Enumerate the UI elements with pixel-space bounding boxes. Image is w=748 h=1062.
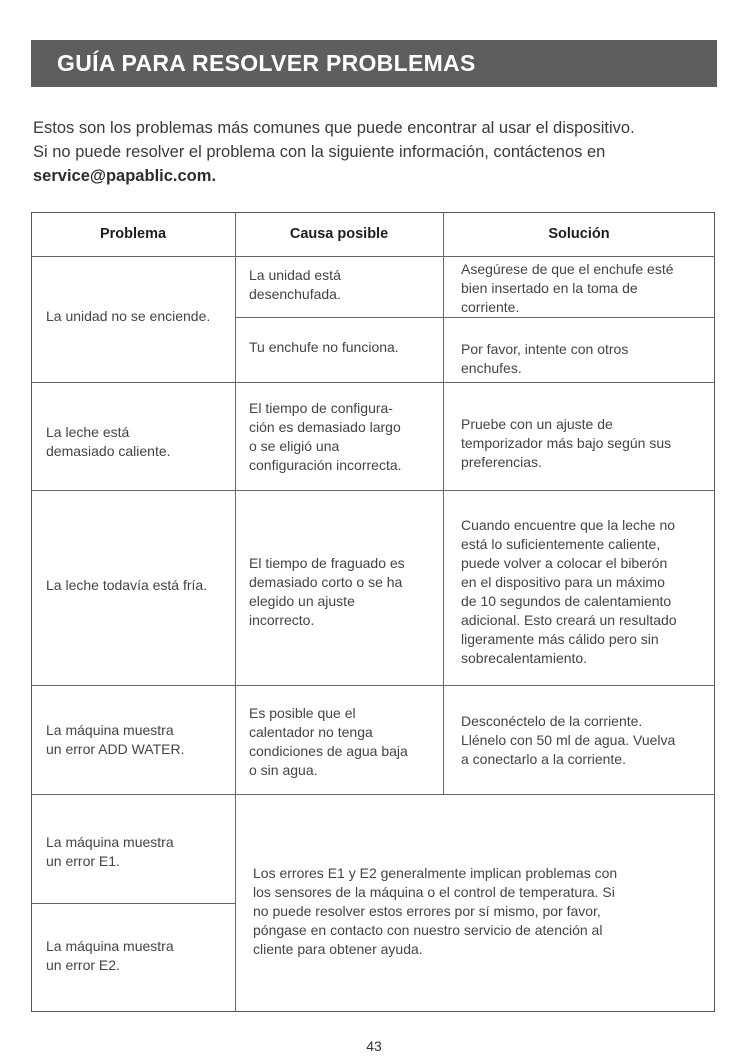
intro-line-1: Estos son los problemas más comunes que puede encontrar al usar el dispositivo. (33, 119, 635, 137)
row-1-solution-2: Por favor, intente con otros enchufes. (461, 341, 629, 376)
row-divider (31, 685, 715, 686)
row-5-merged-solution: Los errores E1 y E2 generalmente implican problemas con los sensores de la máquina o el control de temperatura. Si no puede resolver estos errores por sí mismo, por favor, póngase en contacto con nuestro servicio de atención al cliente para obtener ayuda. (253, 865, 618, 957)
row-3-problem: La leche todavía está fría. (46, 577, 208, 593)
column-divider (443, 212, 444, 794)
header-cause: Causa posible (289, 226, 389, 242)
column-divider (235, 212, 236, 1012)
row-2-solution: Pruebe con un ajuste de temporizador más bajo según sus preferencias. (461, 416, 672, 470)
intro-line-3 (33, 164, 723, 188)
row-1-cause-2: Tu enchufe no funciona. (249, 339, 399, 355)
row-divider (31, 382, 715, 383)
row-divider (235, 317, 715, 318)
header-solution: Solución (548, 226, 610, 242)
row-1-solution-1: Asegúrese de que el enchufe esté bien insertado en la toma de corriente. (461, 261, 674, 315)
row-4-solution: Desconéctelo de la corriente. Llénelo con 50 ml de agua. Vuelva a conectarlo a la corriente. (461, 713, 676, 767)
intro-text (33, 116, 723, 188)
row-4-cause: Es posible que el calentador no tenga condiciones de agua baja o sin agua. (249, 705, 408, 778)
row-divider (31, 490, 715, 491)
row-5-problem-e1: La máquina muestra un error E1. (46, 834, 174, 869)
row-1-cause-1: La unidad está desenchufada. (249, 267, 341, 302)
page-title: GUÍA PARA RESOLVER PROBLEMAS (31, 40, 717, 87)
row-1-problem: La unidad no se enciende. (46, 308, 211, 324)
row-divider (31, 903, 235, 904)
row-divider (31, 256, 715, 257)
row-3-solution: Cuando encuentre que la leche no está lo suficientemente caliente, puede volver a colocar el biberón en el dispositivo para un máximo de 10 segundos de calentamiento adicional. Esto creará un resultado ligeramente más cálido pero sin sobrecalentamiento. (461, 517, 677, 666)
email-suffix: . (211, 167, 217, 185)
row-4-problem: La máquina muestra un error ADD WATER. (46, 722, 185, 757)
row-2-problem: La leche está demasiado caliente. (46, 424, 171, 459)
row-2-cause: El tiempo de configura- ción es demasiado largo o se eligió una configuración incorrecta. (249, 400, 402, 473)
intro-line-2: Si no puede resolver el problema con la siguiente información, contáctenos en (33, 143, 606, 161)
support-email-link[interactable]: service@papablic.com (33, 167, 212, 185)
row-5-problem-e2: La máquina muestra un error E2. (46, 938, 174, 973)
header-problem: Problema (99, 226, 167, 242)
page-number: 43 (366, 1038, 382, 1054)
row-3-cause: El tiempo de fraguado es demasiado corto o se ha elegido un ajuste incorrecto. (249, 555, 405, 628)
row-divider (31, 794, 715, 795)
